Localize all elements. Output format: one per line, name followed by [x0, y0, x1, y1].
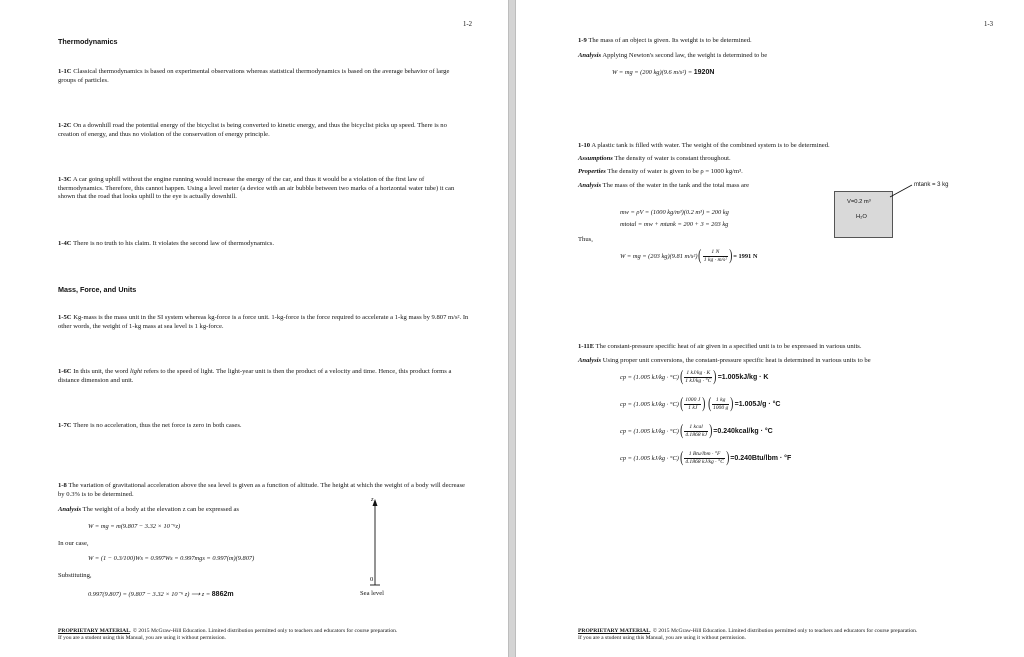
lhs: cp = (1.005 kJ/kg · °C): [620, 427, 679, 435]
problem-1-3c: [58, 176, 470, 202]
right-page: [516, 0, 1024, 657]
answer: 1920N: [693, 69, 715, 76]
equation-weight: [612, 69, 714, 76]
problem-1-7c: [58, 422, 468, 431]
answer: 8862m: [211, 591, 234, 598]
problem-1-11e: [578, 343, 862, 352]
problem-1-8: [58, 482, 472, 499]
analysis-label: Analysis: [58, 506, 82, 513]
equation-text: 0.997(9.807) = (9.807 − 3.32 × 10⁻⁶ z) ⟶ z =: [88, 591, 212, 598]
equation-our-case: W = (1 − 0.3/100)Ws = 0.997Ws = 0.997mgs = 0.997(m)(9.807): [88, 555, 255, 562]
problem-number: 1-9: [578, 37, 587, 44]
analysis-line: [578, 357, 871, 366]
fraction-denominator: 1 kJ: [688, 404, 698, 411]
equation-result: [88, 590, 234, 598]
answer: 1.005kJ/kg · K: [721, 373, 769, 381]
fraction-numerator: 1 kcal: [684, 424, 708, 432]
footer-proprietary: PROPRIETARY MATERIAL: [58, 628, 130, 634]
substituting-label: Substituting,: [58, 572, 92, 579]
footer-line-2: If you are a student using this Manual, you are using it without permission.: [58, 635, 226, 641]
problem-number: 1-6C: [58, 368, 72, 375]
properties-text: The density of water is given to be ρ = 1000 kg/m³.: [605, 168, 743, 175]
section-heading-thermodynamics: Thermodynamics: [58, 37, 118, 46]
problem-text: In this unit, the word: [71, 368, 130, 375]
problem-1-1c: [58, 68, 468, 85]
problem-number: 1-4C: [58, 240, 72, 247]
problem-number: 1-7C: [58, 422, 72, 429]
answer: 0.240kcal/kg · °C: [717, 427, 773, 435]
fraction-denominator: 4.1868 kJ/kg · °C: [685, 458, 724, 465]
water-tank: [834, 191, 893, 238]
conversion-row-1: cp = (1.005 kJ/kg · °C)( $\frac{1 kJ/kg \cdot K}{1 kJ/kg \cdot ^\circ C}$ )=1.005kJ/kg · K: [620, 368, 769, 386]
lhs: cp = (1.005 kJ/kg · °C): [620, 454, 679, 462]
problem-text: Kg-mass is the mass unit in the SI system whereas kg-force is a force unit. 1-kg-force is the force required to accelerate a 1-kg mass by 9.807 m/s². In other words, the weight of 1-kg mass at sea level is 1 kg-force.: [58, 314, 469, 330]
analysis-line: [58, 506, 239, 515]
analysis-label: Analysis: [578, 182, 602, 189]
analysis-text: The weight of a body at the elevation z can be expressed as: [81, 506, 239, 513]
conversion-row-2: cp = (1.005 kJ/kg · °C)( $\frac{1000 J}{1 kJ}$ ) ( $\frac{1 kg}{1000 g}$ )=1.005J/g · °C: [620, 395, 781, 413]
analysis-text: Applying Newton's second law, the weight is determined to be: [601, 52, 768, 59]
fraction-numerator: 1000 J: [685, 397, 701, 403]
analysis-label: Analysis: [578, 357, 602, 364]
analysis-label: Analysis: [578, 52, 602, 59]
problem-1-2c: [58, 122, 468, 139]
axis-z-label: z: [371, 496, 374, 503]
assumptions-line: [578, 155, 731, 164]
tank-pointer: [888, 183, 914, 199]
our-case-label: In our case,: [58, 540, 89, 547]
fraction-numerator: 1 Btu/lbm · °F: [684, 451, 725, 459]
problem-text: A plastic tank is filled with water. The weight of the combined system is to be determined.: [590, 142, 830, 149]
page-number: 1-3: [984, 21, 994, 28]
equation-weight-elevation: W = mg = m(9.807 − 3.32 × 10⁻⁶z): [88, 523, 181, 530]
problem-number: 1-1C: [58, 68, 72, 75]
problem-text: refers to the speed of light. The light-year unit is then the product of a velocity and time. Hence, this product forms a distance dimension and unit.: [58, 368, 452, 384]
properties-label: Properties: [578, 168, 606, 175]
problem-text: The constant-pressure specific heat of air given in a specified unit is to be expressed in various units.: [594, 343, 862, 350]
analysis-line: [578, 182, 749, 191]
problem-text: There is no truth to his claim. It violates the second law of thermodynamics.: [71, 240, 274, 247]
problem-text: On a downhill road the potential energy of the bicyclist is being converted to kinetic energy, and thus the bicyclist picks up speed. There is no creation of energy, and thus no violation of the conservation of energy principle.: [58, 122, 447, 138]
fraction-numerator: 1 kg: [712, 397, 729, 405]
tank-volume-label: V=0.2 m³: [847, 199, 871, 205]
page-number: 1-2: [463, 21, 473, 28]
left-page: [0, 0, 508, 657]
fraction-numerator: 1 N: [703, 249, 728, 257]
equation-total-mass: mtotal = mw + mtank = 200 + 3 = 203 kg: [620, 221, 729, 228]
tank-content-label: H₂O: [856, 214, 867, 220]
lhs: cp = (1.005 kJ/kg · °C): [620, 400, 679, 408]
footer-line-1: . © 2015 McGraw-Hill Education. Limited distribution permitted only to teachers and educators for course preparation.: [649, 628, 918, 634]
equation-text: W = mg = (200 kg)(9.6 m/s²) =: [612, 69, 694, 76]
fraction-denominator: 1 kJ/kg · °C: [685, 377, 712, 384]
answer: 0.240Btu/lbm · °F: [734, 454, 792, 462]
footer-line-2: If you are a student using this Manual, you are using it without permission.: [578, 635, 746, 641]
fraction-numerator: 1 kJ/kg · K: [684, 370, 712, 378]
problem-1-10: [578, 142, 830, 151]
analysis-text: Using proper unit conversions, the constant-pressure specific heat is determined in various units to be: [601, 357, 871, 364]
axis-zero-label: 0: [370, 576, 374, 583]
footer-proprietary: PROPRIETARY MATERIAL: [578, 628, 650, 634]
analysis-text: The mass of the water in the tank and the total mass are: [601, 182, 750, 189]
problem-1-5c: [58, 314, 474, 331]
section-heading-mass-force-units: Mass, Force, and Units: [58, 285, 137, 294]
conversion-row-3: cp = (1.005 kJ/kg · °C)( $\frac{\text{1 kcal}}{4.1868 kJ}$ )=0.240kcal/kg · °C: [620, 422, 773, 440]
thus-label: Thus,: [578, 236, 593, 243]
fraction-denominator: 1000 g: [712, 404, 729, 411]
altitude-diagram: [350, 495, 400, 590]
sea-level-label: Sea level: [360, 590, 384, 597]
problem-text: The variation of gravitational acceleration above the sea level is given as a function of altitude. The height at which the weight of a body will decrease by 0.3% is to be determined.: [58, 482, 465, 498]
assumptions-text: The density of water is constant throughout.: [612, 155, 731, 162]
assumptions-label: Assumptions: [578, 155, 613, 162]
pointer-line: [890, 185, 912, 197]
page-divider: [508, 0, 516, 657]
problem-number: 1-11E: [578, 343, 595, 350]
problem-1-4c: [58, 240, 468, 249]
italic-word: light: [130, 368, 143, 375]
properties-line: [578, 168, 743, 177]
footer: [58, 628, 397, 642]
footer: [578, 628, 917, 642]
fraction-denominator: 4.1868 kJ: [685, 431, 707, 438]
equation-total-weight: W = mg = (203 kg)(9.81 m/s²)( $\frac{1 N}{\text{1 kg · m/s²}}$ )= 1991 N: [620, 247, 758, 265]
conversion-row-4: cp = (1.005 kJ/kg · °C)( $\frac{\text{1 Btu/lbm · °F}}{4.1868 kJ/kg \cdot ^\circ C}$ )=0.240Btu/lbm · °F: [620, 449, 792, 467]
problem-text: Classical thermodynamics is based on experimental observations whereas statistical thermodynamics is based on the average behavior of large groups of particles.: [58, 68, 450, 84]
problem-number: 1-3C: [58, 176, 72, 183]
problem-text: There is no acceleration, thus the net force is zero in both cases.: [71, 422, 242, 429]
problem-1-6c: [58, 368, 470, 385]
equation-left: W = mg = (203 kg)(9.81 m/s²): [620, 252, 698, 260]
problem-text: A car going uphill without the engine running would increase the energy of the car, and thus it would be a violation of the first law of thermodynamics. Therefore, this cannot happen. Using a level meter (a device with an air bubble between two marks of a horizontal water tube) it can shown that the road that looks uphill to the eye is actually downhill.: [58, 176, 455, 201]
fraction-denominator: 1 kg · m/s²: [703, 256, 727, 263]
problem-text: The mass of an object is given. Its weight is to be determined.: [586, 37, 752, 44]
analysis-line: [578, 52, 767, 61]
problem-1-9: [578, 37, 752, 46]
footer-line-1: . © 2015 McGraw-Hill Education. Limited distribution permitted only to teachers and educators for course preparation.: [129, 628, 398, 634]
problem-number: 1-10: [578, 142, 591, 149]
equation-answer: = 1991 N: [733, 252, 758, 260]
equation-water-mass: mw = ρV = (1000 kg/m³)(0.2 m³) = 200 kg: [620, 209, 729, 216]
lhs: cp = (1.005 kJ/kg · °C): [620, 373, 679, 381]
answer: 1.005J/g · °C: [738, 400, 781, 408]
tank-mass-label: mtank = 3 kg: [914, 182, 949, 188]
problem-number: 1-8: [58, 482, 67, 489]
problem-number: 1-2C: [58, 122, 72, 129]
problem-number: 1-5C: [58, 314, 72, 321]
